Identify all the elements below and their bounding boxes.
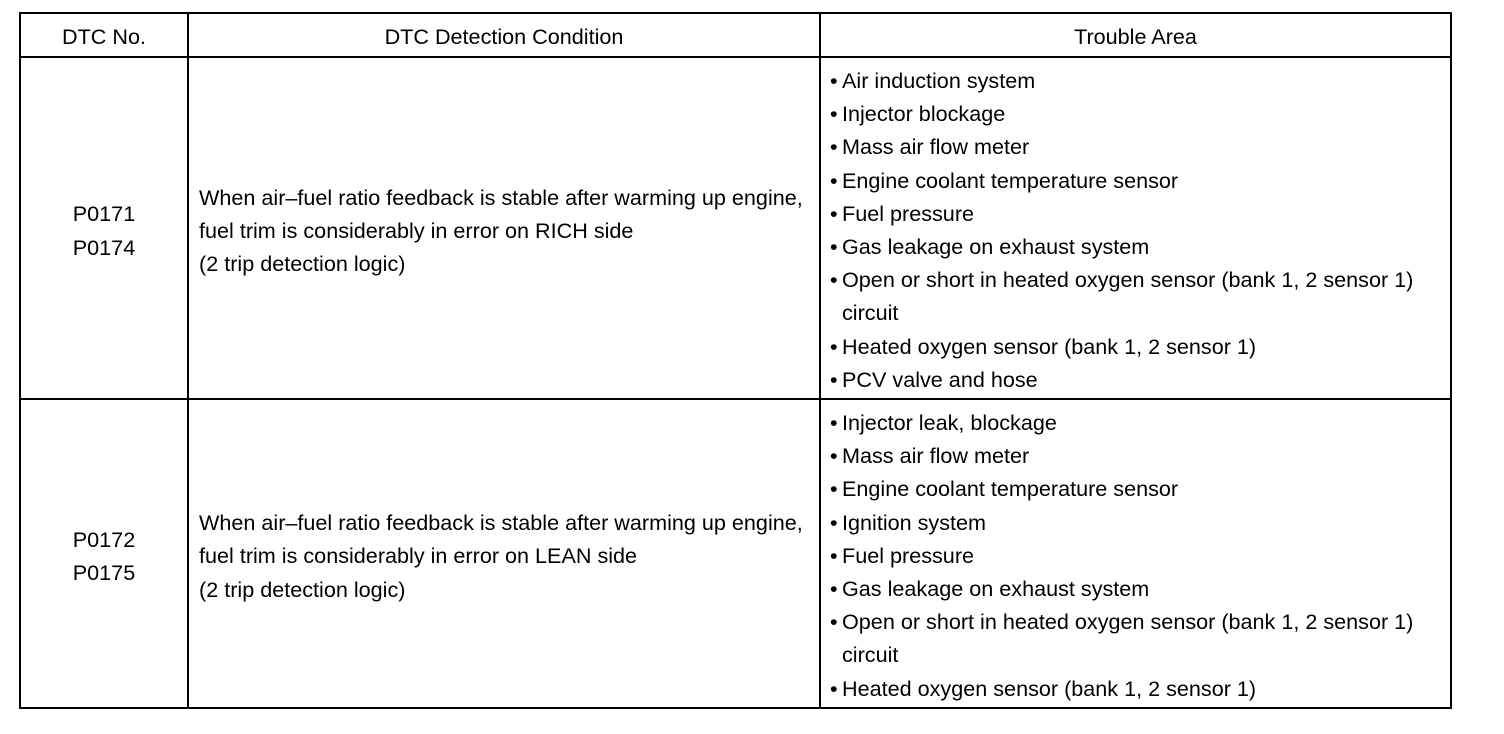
row-2-trouble-area — [821, 400, 1450, 707]
row-2-dtc-codes — [21, 400, 189, 707]
row-1-trouble-area — [821, 58, 1450, 400]
trouble-area-item: • Injector leak, blockage — [821, 406, 1446, 439]
trouble-area-item: • Ignition system — [821, 506, 1446, 539]
trouble-area-item: • Gas leakage on exhaust system — [821, 572, 1446, 605]
trouble-area-item: • Heated oxygen sensor (bank 1, 2 sensor 1) — [821, 330, 1446, 363]
header-dtc-no-label: DTC No. — [62, 24, 146, 50]
trouble-area-item: • Engine coolant temperature sensor — [821, 164, 1446, 197]
trouble-area-item: • Gas leakage on exhaust system — [821, 230, 1446, 263]
trouble-area-list — [821, 406, 1446, 705]
trouble-area-item: • Mass air flow meter — [821, 130, 1446, 163]
header-condition — [189, 14, 821, 58]
row-1-condition — [189, 58, 821, 400]
row-2-condition — [189, 400, 821, 707]
trouble-area-item: • Injector blockage — [821, 97, 1446, 130]
trouble-area-item: • Fuel pressure — [821, 539, 1446, 572]
header-condition-label: DTC Detection Condition — [384, 24, 624, 50]
condition-line: fuel trim is considerably in error on LEAN side — [199, 543, 638, 569]
trouble-area-item: • PCV valve and hose — [821, 363, 1446, 396]
header-dtc-no — [21, 14, 189, 58]
trouble-area-item: • Air induction system — [821, 64, 1446, 97]
condition-line: When air–fuel ratio feedback is stable after warming up engine, — [199, 184, 803, 210]
dtc-code: P0174 — [72, 234, 136, 260]
condition-line: (2 trip detection logic) — [199, 251, 406, 277]
condition-line: fuel trim is considerably in error on RICH side — [199, 217, 634, 243]
row-1-dtc-codes — [21, 58, 189, 400]
trouble-area-item: • Mass air flow meter — [821, 439, 1446, 472]
dtc-code: P0172 — [72, 526, 136, 552]
trouble-area-item: • Fuel pressure — [821, 197, 1446, 230]
dtc-code: P0175 — [72, 560, 136, 585]
condition-line: (2 trip detection logic) — [199, 576, 406, 602]
header-trouble-area-label: Trouble Area — [1074, 24, 1197, 50]
header-trouble-area — [821, 14, 1450, 58]
trouble-area-item: • Engine coolant temperature sensor — [821, 472, 1446, 505]
trouble-area-item: • Heated oxygen sensor (bank 1, 2 sensor 1) — [821, 672, 1446, 705]
condition-line: When air–fuel ratio feedback is stable after warming up engine, — [199, 510, 803, 536]
trouble-area-item: • Open or short in heated oxygen sensor (bank 1, 2 sensor 1) circuit — [821, 263, 1446, 329]
trouble-area-item: • Open or short in heated oxygen sensor (bank 1, 2 sensor 1) circuit — [821, 605, 1446, 671]
dtc-table — [19, 12, 1452, 709]
dtc-code: P0171 — [72, 201, 136, 227]
trouble-area-list — [821, 64, 1446, 396]
